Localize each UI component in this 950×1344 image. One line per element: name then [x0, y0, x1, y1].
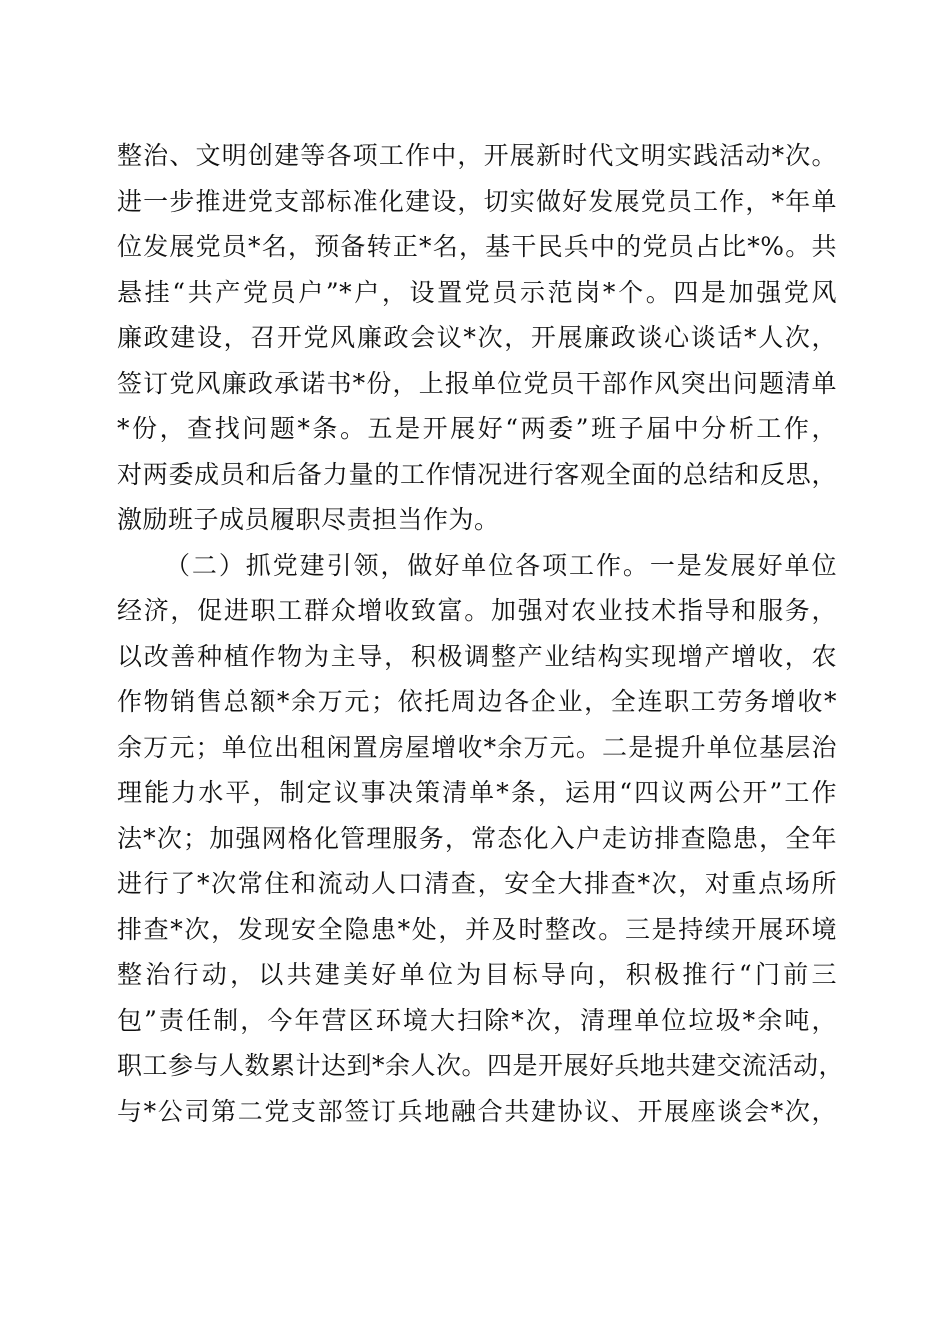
- text-line: 法*次；加强网格化管理服务，常态化入户走访排查隐患，全年: [117, 823, 837, 853]
- text-line: 理能力水平，制定议事决策清单*条，运用“四议两公开”工作: [117, 778, 837, 807]
- text-line: 签订党风廉政承诺书*份，上报单位党员干部作风突出问题清单: [117, 368, 837, 398]
- text-line: 经济，促进职工群众增收致富。加强对农业技术指导和服务，: [117, 596, 837, 625]
- text-line: 廉政建设，召开党风廉政会议*次，开展廉政谈心谈话*人次，: [117, 323, 837, 352]
- section-heading-line: （二）抓党建引领，做好单位各项工作。一是发展好单位: [165, 550, 837, 580]
- body-text: [117, 133, 845, 1134]
- text-line: 职工参与人数累计达到*余人次。四是开展好兵地共建交流活动，: [117, 1051, 845, 1080]
- text-line: 对两委成员和后备力量的工作情况进行客观全面的总结和反思，: [117, 459, 837, 489]
- text-line: 悬挂“共产党员户”*户，设置党员示范岗*个。四是加强党风: [117, 277, 837, 307]
- text-line: 排查*次，发现安全隐患*处，并及时整改。三是持续开展环境: [117, 914, 837, 944]
- text-line: 与*公司第二党支部签订兵地融合共建协议、开展座谈会*次，: [117, 1096, 837, 1126]
- text-line: 位发展党员*名，预备转正*名，基干民兵中的党员占比*%。共: [117, 232, 837, 261]
- paragraph-end-line: 激励班子成员履职尽责担当作为。: [117, 505, 500, 534]
- text-line: 进一步推进党支部标准化建设，切实做好发展党员工作，*年单: [117, 186, 837, 216]
- text-line: 进行了*次常住和流动人口清查，安全大排查*次，对重点场所: [117, 869, 837, 898]
- text-line: 作物销售总额*余万元；依托周边各企业，全连职工劳务增收*: [117, 687, 837, 716]
- text-line: 整治、文明创建等各项工作中，开展新时代文明实践活动*次。: [117, 141, 837, 170]
- text-line: *份，查找问题*条。五是开展好“两委”班子届中分析工作，: [117, 414, 837, 443]
- text-line: 包”责任制，今年营区环境大扫除*次，清理单位垃圾*余吨，: [117, 1005, 837, 1035]
- text-line: 以改善种植作物为主导，积极调整产业结构实现增产增收，农: [117, 641, 837, 671]
- text-line: 整治行动，以共建美好单位为目标导向，积极推行“门前三: [117, 960, 837, 989]
- text-line: 余万元；单位出租闲置房屋增收*余万元。二是提升单位基层治: [117, 732, 837, 762]
